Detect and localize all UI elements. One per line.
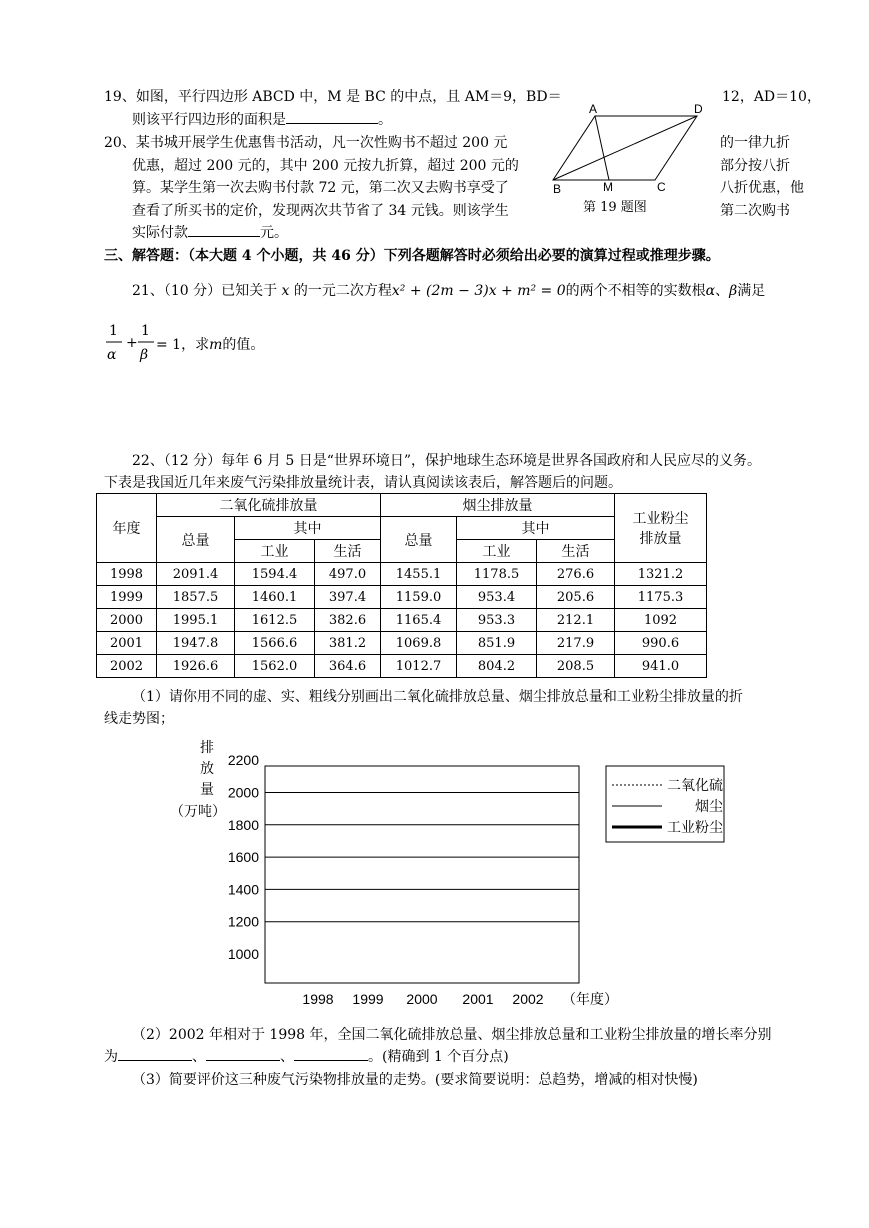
header-industrial-dust (615, 494, 707, 563)
q21-var-x: x (281, 283, 290, 299)
cell-dust-industry: 953.4 (457, 586, 537, 609)
legend-label: 二氧化硫 (667, 777, 723, 793)
q20-line3-right: 八折优惠，他 (720, 180, 804, 196)
q22-p1-line2: 线走势图； (104, 711, 174, 727)
emission-table (96, 493, 707, 678)
table-row (97, 655, 707, 678)
q22-p2-prefix: 为 (104, 1049, 118, 1065)
cell-so2-total: 1947.8 (157, 632, 235, 655)
cell-so2-life: 497.0 (315, 563, 381, 586)
cell-dust-life: 212.1 (537, 609, 615, 632)
svg-text:1: 1 (141, 323, 150, 339)
cell-dust-total: 1012.7 (381, 655, 457, 678)
cell-dust-total: 1455.1 (381, 563, 457, 586)
q21-end: 满足 (737, 283, 766, 299)
svg-text:+: + (126, 335, 138, 351)
q21-frac-alpha: α (107, 347, 117, 363)
cell-dust-total: 1165.4 (381, 609, 457, 632)
q22-line1: 22、（12 分）每年 6 月 5 日是“世界环境日”，保护地球生态环境是世界各国政府和人民应尽的义务。 (132, 453, 762, 469)
q20-line1-right: 的一律九折 (720, 135, 790, 151)
table-row (97, 609, 707, 632)
header-dust-total: 总量 (381, 517, 457, 563)
x-tick-label: 2000 (406, 991, 438, 1007)
x-axis-label: （年度） (562, 992, 618, 1008)
cell-dust-industry: 1178.5 (457, 563, 537, 586)
q21-line1 (132, 280, 765, 300)
q21-beta: β (729, 283, 738, 299)
q22-p2-line1: （2）2002 年相对于 1998 年，全国二氧化硫排放总量、烟尘排放总量和工业粉尘排放量的增长率分别 (132, 1027, 772, 1043)
y-axis-label-char: 排 (200, 740, 214, 756)
cell-so2-total: 1995.1 (157, 609, 235, 632)
cell-so2-life: 397.4 (315, 586, 381, 609)
cell-dust-total: 1069.8 (381, 632, 457, 655)
header-so2: 二氧化硫排放量 (157, 494, 381, 517)
q22-p2-sep2: 、 (280, 1049, 294, 1065)
y-tick-label: 2000 (227, 784, 259, 801)
q20-line2-right: 部分按八折 (720, 158, 790, 174)
cell-industrial-dust: 1092 (615, 609, 707, 632)
cell-so2-industry: 1594.4 (235, 563, 315, 586)
cell-year: 2000 (97, 609, 157, 632)
q21-line2-eq: = 1，求 (156, 337, 210, 353)
y-axis-label-char: 量 (200, 782, 214, 798)
y-axis-label-char: 放 (200, 761, 214, 777)
cell-dust-life: 276.6 (537, 563, 615, 586)
cell-dust-life: 217.9 (537, 632, 615, 655)
q22-p2-end: 。(精确到 1 个百分点) (368, 1049, 509, 1065)
label-m: M (603, 180, 613, 194)
q22-p2-sep1: 、 (192, 1049, 206, 1065)
q19-line2-end: 。 (378, 112, 392, 128)
q22-line2: 下表是我国近几年来废气污染排放量统计表，请认真阅读该表后，解答题后的问题。 (104, 475, 622, 491)
so2-growth-blank[interactable] (118, 1046, 192, 1061)
legend-label: 烟尘 (695, 798, 723, 814)
q21-frac-beta: β (140, 347, 149, 363)
q21-mid: 的一元二次方程 (293, 283, 392, 299)
x-tick-label: 2001 (462, 991, 494, 1007)
q21-alpha: α (705, 283, 716, 299)
label-b: B (553, 182, 562, 196)
cell-so2-industry: 1566.6 (235, 632, 315, 655)
label-a: A (589, 102, 598, 116)
q20-line1: 20、某书城开展学生优惠售书活动，凡一次性购书不超过 200 元 (104, 135, 508, 151)
cell-industrial-dust: 1175.3 (615, 586, 707, 609)
q20-line5 (132, 222, 288, 242)
q20-line5-text: 实际付款 (132, 225, 188, 241)
cell-so2-industry: 1612.5 (235, 609, 315, 632)
cell-so2-industry: 1562.0 (235, 655, 315, 678)
header-industrial-dust-line1: 工业粉尘 (632, 511, 689, 527)
header-so2-total: 总量 (157, 517, 235, 563)
q21-line2 (156, 334, 264, 354)
table-row (97, 586, 707, 609)
section3-title: 三、解答题：（本大题 4 个小题，共 46 分）下列各题解答时必须给出必要的演算过程或推理步骤。 (104, 248, 720, 264)
q21-sep: 、 (715, 283, 730, 299)
cell-dust-total: 1159.0 (381, 586, 457, 609)
emission-chart (160, 730, 750, 1020)
table-row (97, 632, 707, 655)
segment-bd (553, 116, 697, 180)
q19-line2-text: 则该平行四边形的面积是 (132, 112, 286, 128)
figure-caption: 第 19 题图 (583, 200, 647, 215)
legend-label: 工业粉尘 (667, 819, 723, 835)
cell-so2-total: 1926.6 (157, 655, 235, 678)
q20-line3: 算。某学生第一次去购书付款 72 元，第二次又去购书享受了 (132, 180, 509, 196)
q20-answer-blank[interactable] (188, 222, 260, 237)
chart-legend (606, 766, 724, 842)
q21-suffix: 的两个不相等的实数根 (565, 283, 706, 299)
q20-line4-right: 第二次购书 (720, 203, 790, 219)
industrial-dust-growth-blank[interactable] (294, 1046, 368, 1061)
y-tick-label: 1200 (227, 913, 259, 930)
q21-var-m: m (209, 337, 223, 353)
cell-dust-industry: 804.2 (457, 655, 537, 678)
label-d: D (694, 102, 703, 116)
q22-p1-line1: （1）请你用不同的虚、实、粗线分别画出二氧化硫排放总量、烟尘排放总量和工业粉尘排放量的折 (132, 689, 743, 705)
dust-growth-blank[interactable] (206, 1046, 280, 1061)
q19-line1-right: 12，AD＝10， (722, 89, 821, 105)
y-tick-label: 2200 (227, 752, 259, 769)
cell-year: 1998 (97, 563, 157, 586)
x-tick-label: 2002 (512, 991, 544, 1007)
header-dust-among: 其中 (457, 517, 615, 540)
y-tick-label: 1600 (227, 849, 259, 866)
chart-frame (265, 766, 579, 983)
q22-p3: （3）简要评价这三种废气污染物排放量的走势。(要求简要说明：总趋势，增减的相对快慢) (132, 1072, 698, 1088)
q19-line2 (132, 109, 392, 129)
y-axis-unit: （万吨） (170, 804, 226, 820)
header-dust: 烟尘排放量 (381, 494, 615, 517)
header-year: 年度 (97, 494, 157, 563)
svg-text:1: 1 (109, 323, 118, 339)
header-dust-industry: 工业 (457, 540, 537, 563)
cell-dust-life: 208.5 (537, 655, 615, 678)
cell-year: 2001 (97, 632, 157, 655)
q20-line5-end: 元。 (260, 225, 288, 241)
cell-so2-total: 1857.5 (157, 586, 235, 609)
segment-am (595, 116, 609, 180)
cell-so2-life: 381.2 (315, 632, 381, 655)
q21-fraction-sum (104, 320, 160, 370)
q22-p2-line2 (104, 1046, 509, 1066)
q20-line4: 查看了所买书的定价，发现两次共节省了 34 元钱。则该学生 (132, 203, 509, 219)
header-so2-life: 生活 (315, 540, 381, 563)
cell-year: 2002 (97, 655, 157, 678)
cell-industrial-dust: 1321.2 (615, 563, 707, 586)
cell-so2-industry: 1460.1 (235, 586, 315, 609)
q19-answer-blank[interactable] (286, 109, 378, 124)
cell-dust-life: 205.6 (537, 586, 615, 609)
y-tick-label: 1800 (227, 816, 259, 833)
cell-year: 1999 (97, 586, 157, 609)
cell-dust-industry: 953.3 (457, 609, 537, 632)
label-c: C (657, 180, 666, 194)
q21-equation: x² + (2m − 3)x + m² = 0 (391, 283, 566, 299)
table-row (97, 563, 707, 586)
y-tick-label: 1400 (227, 881, 259, 898)
cell-industrial-dust: 990.6 (615, 632, 707, 655)
q21-line2-end: 的值。 (222, 337, 265, 353)
header-so2-among: 其中 (235, 517, 381, 540)
cell-dust-industry: 851.9 (457, 632, 537, 655)
q20-line2: 优惠，超过 200 元的，其中 200 元按九折算，超过 200 元的 (132, 158, 519, 174)
cell-so2-life: 364.6 (315, 655, 381, 678)
header-industrial-dust-line2: 排放量 (639, 531, 682, 547)
q19-line1: 19、如图，平行四边形 ABCD 中，M 是 BC 的中点，且 AM＝9，BD＝ (104, 89, 562, 105)
q21-prefix: 21、（10 分）已知关于 (132, 283, 278, 299)
x-tick-label: 1999 (352, 991, 384, 1007)
cell-so2-total: 2091.4 (157, 563, 235, 586)
header-so2-industry: 工业 (235, 540, 315, 563)
x-tick-label: 1998 (302, 991, 334, 1007)
y-tick-label: 1000 (227, 946, 259, 962)
cell-industrial-dust: 941.0 (615, 655, 707, 678)
header-dust-life: 生活 (537, 540, 615, 563)
cell-so2-life: 382.6 (315, 609, 381, 632)
